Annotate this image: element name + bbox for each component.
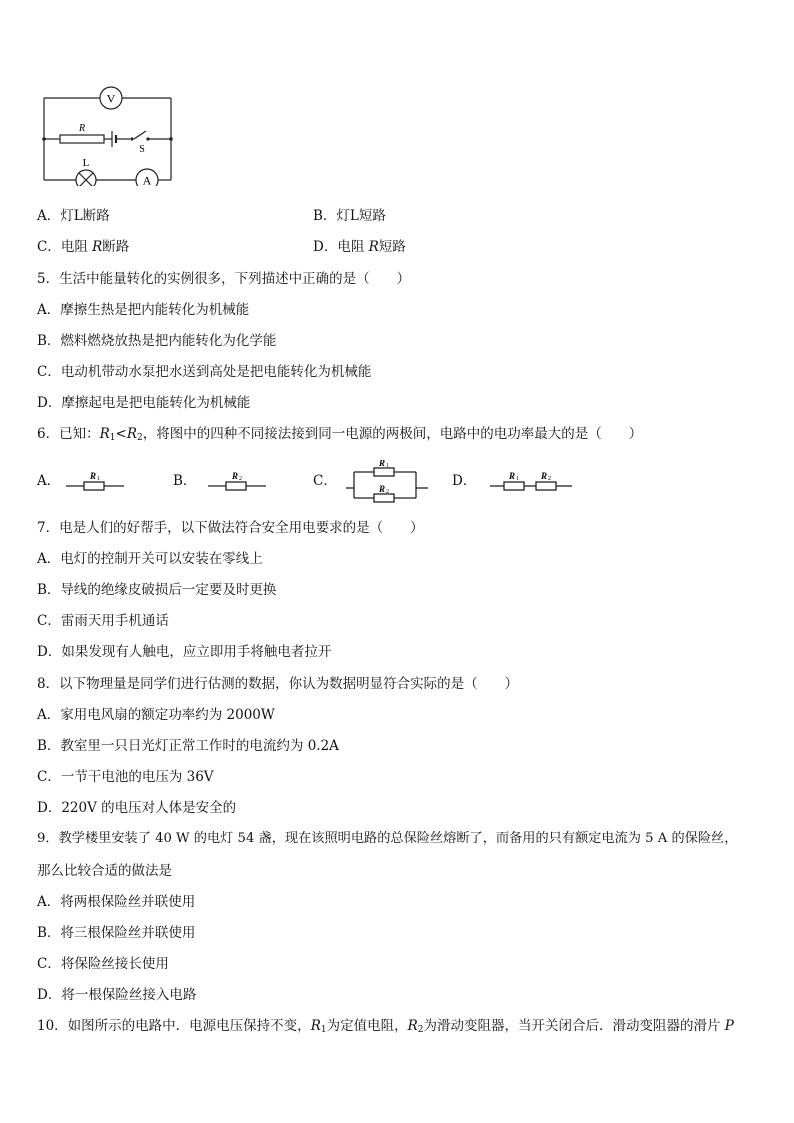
q6-c-r2s: 2 xyxy=(386,489,389,495)
q6-option-d-label[interactable]: D． xyxy=(452,473,477,489)
q6-option-a-label[interactable]: A． xyxy=(37,473,61,489)
q6-r1: R xyxy=(99,426,110,442)
q4-option-d-var: R xyxy=(368,239,379,255)
resistor-label: R xyxy=(78,123,86,134)
ammeter-label: A xyxy=(142,173,152,186)
q10-r1-sub: 1 xyxy=(320,1025,327,1035)
q8-stem: 8．以下物理量是同学们进行估测的数据，你认为数据明显符合实际的是（ ） xyxy=(37,676,519,692)
q4-option-d-pre: D．电阻 xyxy=(313,239,369,255)
q8-option-d[interactable]: D．220V 的电压对人体是安全的 xyxy=(37,800,237,816)
q4-option-b[interactable]: B．灯L短路 xyxy=(313,208,386,224)
q7-option-d[interactable]: D．如果发现有人触电，应立即用手将触电者拉开 xyxy=(37,644,332,660)
q8-option-a[interactable]: A．家用电风扇的额定功率约为 2000W xyxy=(37,707,275,723)
q6-a-rs: 1 xyxy=(97,476,100,482)
q6-option-a-circuit[interactable] xyxy=(66,470,136,494)
q6-option-d-circuit[interactable] xyxy=(490,470,580,494)
q6-c-r2: R xyxy=(379,484,386,494)
q6-d-r2: R xyxy=(541,471,548,481)
q6-d-r2s: 2 xyxy=(548,476,551,482)
q10-r2: R xyxy=(407,1018,418,1034)
q9-option-b[interactable]: B．将三根保险丝并联使用 xyxy=(37,925,196,941)
q10-r2-sub: 2 xyxy=(417,1025,424,1035)
q6-c-r1: R xyxy=(379,460,386,468)
q10-p: P xyxy=(724,1018,734,1034)
q6-stem xyxy=(37,425,642,447)
q10-post: 为滑动变阻器，当开关闭合后．滑动变阻器的滑片 xyxy=(423,1018,725,1034)
q4-option-d-post: 短路 xyxy=(378,239,406,255)
q6-a-r: R xyxy=(90,471,97,481)
q7-stem: 7．电是人们的好帮手，以下做法符合安全用电要求的是（ ） xyxy=(37,520,424,536)
q8-option-b[interactable]: B．教室里一只日光灯正常工作时的电流约为 0.2A xyxy=(37,738,339,754)
q6-lt: < xyxy=(115,426,127,442)
q9-option-c[interactable]: C．将保险丝接长使用 xyxy=(37,956,169,972)
q7-option-a[interactable]: A．电灯的控制开关可以安装在零线上 xyxy=(37,551,263,567)
q6-option-b-label[interactable]: B． xyxy=(173,473,197,489)
q5-option-c[interactable]: C．电动机带动水泵把水送到高处是把电能转化为机械能 xyxy=(37,364,372,380)
q6-r2-sub: 2 xyxy=(136,433,143,443)
q6-d-r1s: 1 xyxy=(516,476,519,482)
q9-option-a[interactable]: A．将两根保险丝并联使用 xyxy=(37,894,196,910)
q9-stem-line1: 9．教学楼里安装了 40 W 的电灯 54 盏，现在该照明电路的总保险丝熔断了，而备用的只有额定电流为 5 A 的保险丝， xyxy=(37,831,738,846)
q10-mid: 为定值电阻， xyxy=(326,1018,408,1034)
q4-option-c-pre: C．电阻 xyxy=(37,239,93,255)
q6-d-r1: R xyxy=(509,471,516,481)
voltmeter-label: V xyxy=(106,91,116,106)
q9-option-d[interactable]: D．将一根保险丝接入电路 xyxy=(37,987,197,1003)
q4-option-d[interactable] xyxy=(313,238,406,256)
q6-b-r: R xyxy=(232,471,239,481)
q5-stem: 5．生活中能量转化的实例很多，下列描述中正确的是（ ） xyxy=(37,271,411,287)
q4-circuit-diagram xyxy=(38,86,178,186)
switch-label: S xyxy=(139,144,145,155)
q7-option-c[interactable]: C．雷雨天用手机通话 xyxy=(37,613,169,629)
q6-option-c-circuit[interactable] xyxy=(346,460,430,506)
q5-option-d[interactable]: D．摩擦起电是把电能转化为机械能 xyxy=(37,395,251,411)
q7-option-b[interactable]: B．导线的绝缘皮破损后一定要及时更换 xyxy=(37,582,277,598)
q4-option-a[interactable]: A．灯L断路 xyxy=(37,208,110,224)
q6-stem-pre: 6．已知： xyxy=(37,426,100,442)
q10-stem xyxy=(37,1017,734,1039)
q9-stem-line2: 那么比较合适的做法是 xyxy=(37,863,172,879)
q4-option-c[interactable] xyxy=(37,238,129,256)
q8-option-c[interactable]: C．一节干电池的电压为 36V xyxy=(37,769,214,785)
lamp-label: L xyxy=(82,157,90,169)
q6-option-c-label[interactable]: C． xyxy=(313,473,337,489)
q6-c-r1s: 1 xyxy=(386,463,389,469)
q5-option-b[interactable]: B．燃料燃烧放热是把内能转化为化学能 xyxy=(37,333,277,349)
q4-option-c-var: R xyxy=(92,239,103,255)
q10-pre: 10．如图所示的电路中．电源电压保持不变， xyxy=(37,1018,311,1034)
q6-r2: R xyxy=(126,426,137,442)
q6-stem-post: ，将图中的四种不同接法接到同一电源的两极间，电路中的电功率最大的是（ ） xyxy=(142,426,643,442)
q6-option-b-circuit[interactable] xyxy=(208,470,278,494)
q6-b-rs: 2 xyxy=(239,476,242,482)
q6-r1-sub: 1 xyxy=(109,433,116,443)
q10-r1: R xyxy=(310,1018,321,1034)
q4-option-c-post: 断路 xyxy=(102,239,130,255)
q5-option-a[interactable]: A．摩擦生热是把内能转化为机械能 xyxy=(37,302,250,318)
